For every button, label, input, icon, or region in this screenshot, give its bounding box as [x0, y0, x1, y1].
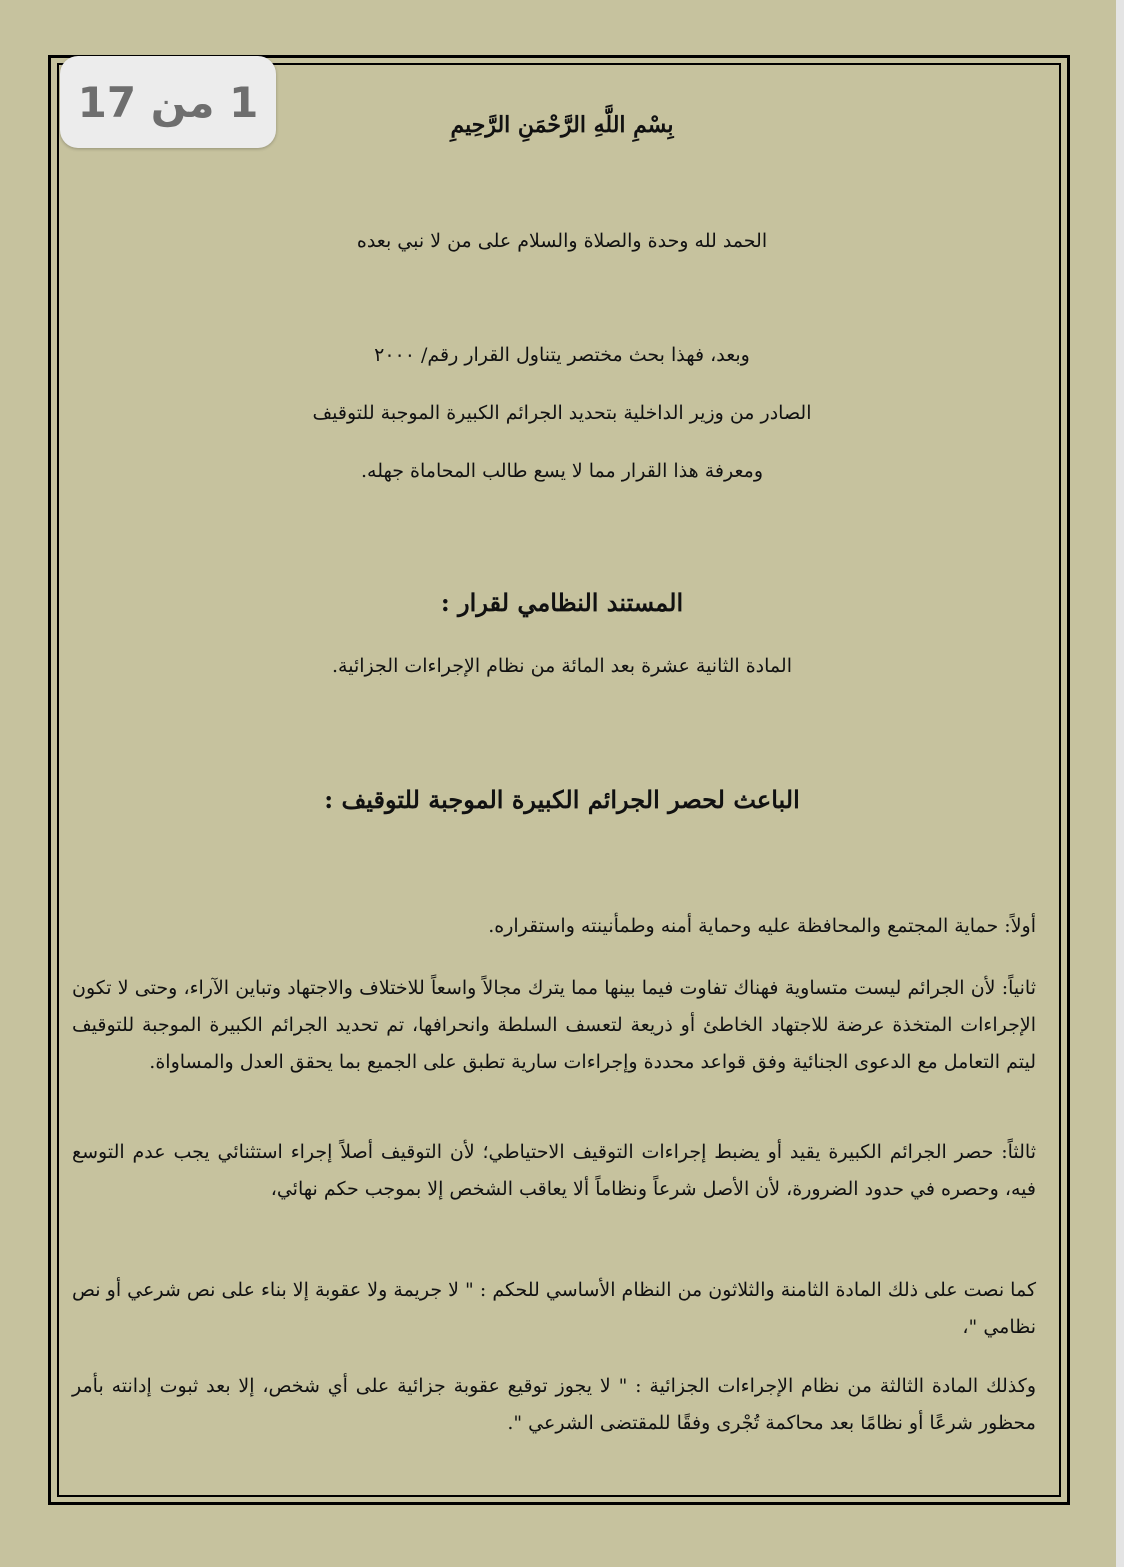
- opening-line: الحمد لله وحدة والصلاة والسلام على من لا نبي بعده: [356, 230, 768, 252]
- section-heading-motive: الباعث لحصر الجرائم الكبيرة الموجبة للتوقيف :: [324, 785, 800, 814]
- intro-line-2: الصادر من وزير الداخلية بتحديد الجرائم الكبيرة الموجبة للتوقيف: [312, 402, 812, 424]
- paragraph-point-4: كما نصت على ذلك المادة الثامنة والثلاثون من النظام الأساسي للحكم : " لا جريمة ولا عقوبة إلا بناء على نص شرعي أو نص نظامي "،: [72, 1279, 1036, 1338]
- paragraph-point-2: ثانياً: لأن الجرائم ليست متساوية فهناك تفاوت فيما بينها مما يترك مجالاً واسعاً للاختلاف والاجتهاد وتباين الآراء، وحتى لا تكون الإجراءات المتخذة عرضة للاجتهاد الخاطئ أو ذريعة لتعسف السلطة وانحرافها، تم تحديد الجرائم الكبيرة الموجبة للتوقيف ليتم التعامل مع الدعوى الجنائية وفق قواعد محددة وإجراءات سارية تطبق على الجميع بما يحقق العدل والمساواة.: [72, 977, 1036, 1073]
- page-indicator-badge: [60, 56, 276, 148]
- page-indicator-text: 1 من 17: [77, 77, 259, 127]
- paragraph-point-5: وكذلك المادة الثالثة من نظام الإجراءات الجزائية : " لا يجوز توقيع عقوبة جزائية على أي شخص، إلا بعد ثبوت إدانته بأمر محظور شرعًا أو نظامًا بعد محاكمة تُجْرى وفقًا للمقتضى الشرعي ".: [72, 1375, 1036, 1434]
- paragraph-point-1: أولاً: حماية المجتمع والمحافظة عليه وحماية أمنه وطمأنينته واستقراره.: [488, 915, 1036, 937]
- legal-basis-text: المادة الثانية عشرة بعد المائة من نظام الإجراءات الجزائية.: [332, 655, 792, 677]
- intro-line-3: ومعرفة هذا القرار مما لا يسع طالب المحاماة جهله.: [360, 460, 763, 482]
- section-heading-legal-basis: المستند النظامي لقرار :: [440, 588, 684, 617]
- paragraph-point-3: ثالثاً: حصر الجرائم الكبيرة يقيد أو يضبط إجراءات التوقيف الاحتياطي؛ لأن التوقيف أصلاً إجراء استثنائي يجب عدم التوسع فيه، وحصره في حدود الضرورة، لأن الأصل شرعاً ونظاماً ألا يعاقب الشخص إلا بموجب حكم نهائي،: [72, 1141, 1036, 1200]
- basmala: بِسْمِ اللَّهِ الرَّحْمَنِ الرَّحِيمِ: [450, 112, 674, 138]
- intro-line-1: وبعد، فهذا بحث مختصر يتناول القرار رقم/ ٢٠٠٠: [374, 344, 750, 366]
